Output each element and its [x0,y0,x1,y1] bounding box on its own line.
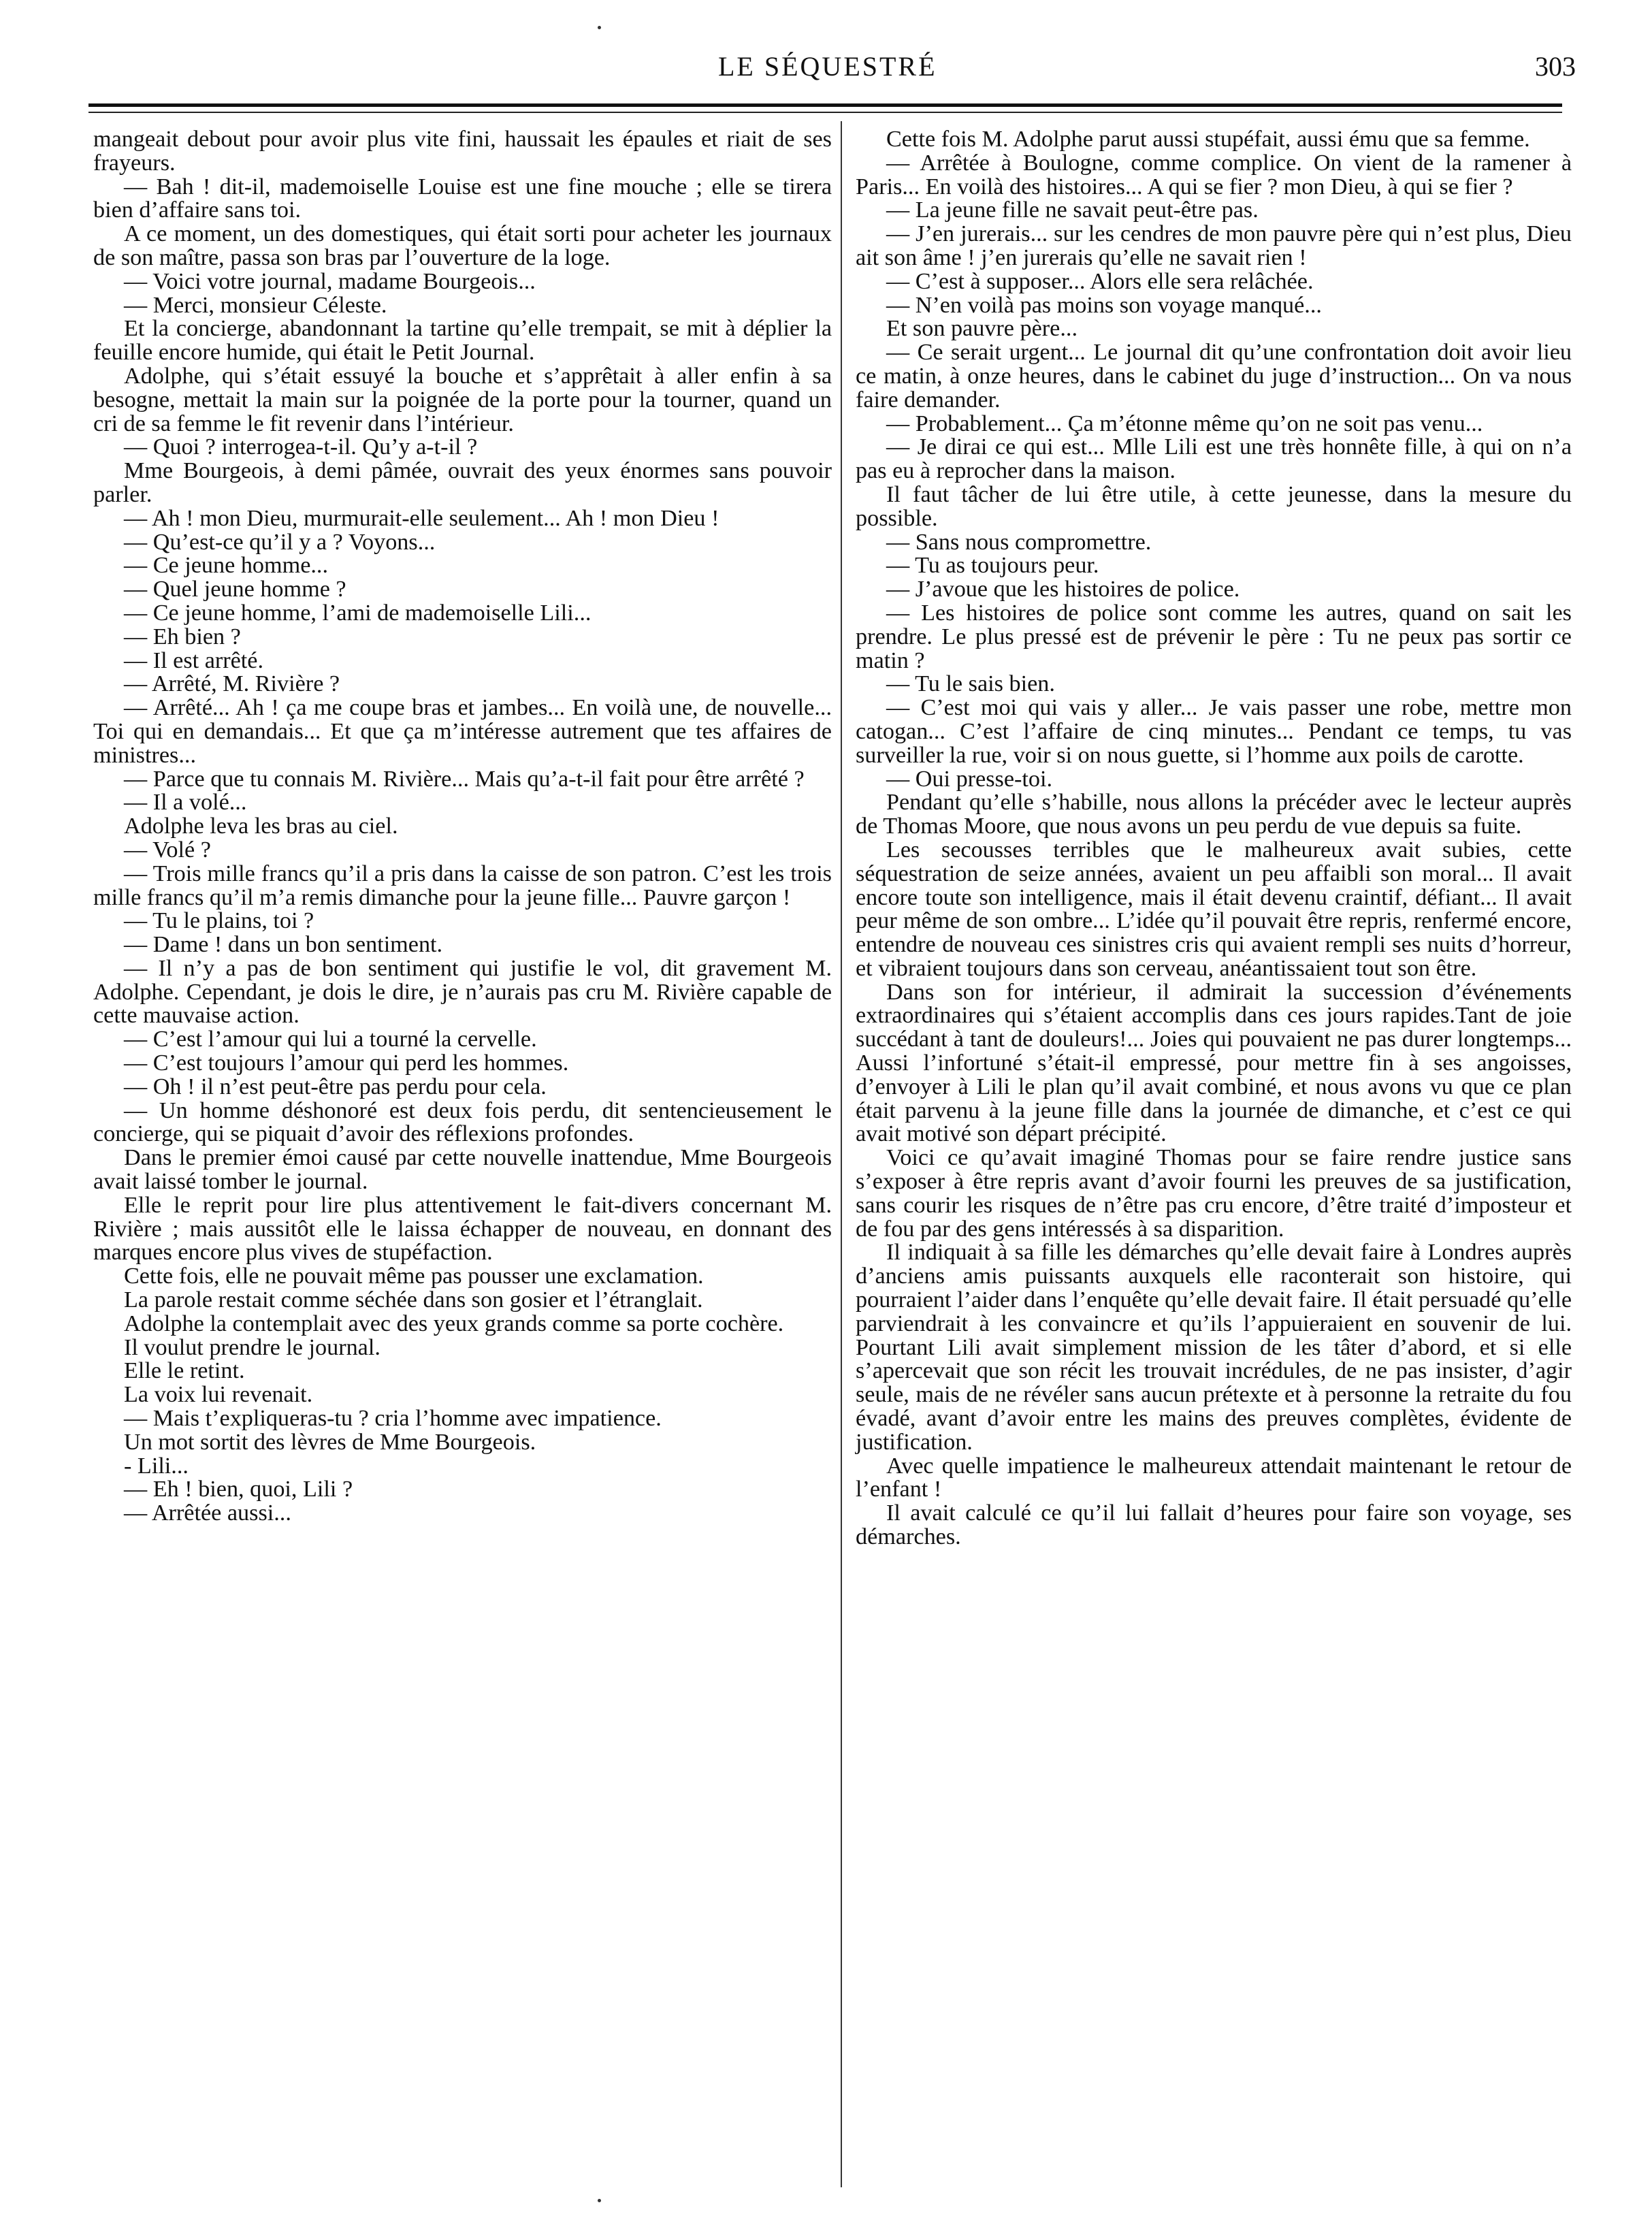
paragraph: — Probablement... Ça m’étonne même qu’on ne soit pas venu... [886,411,1483,436]
column-divider [841,121,842,2187]
right-column [856,128,1572,1549]
paragraph: Elle le retint. [124,1358,245,1384]
paragraph: — Ce jeune homme, l’ami de mademoiselle Lili... [124,600,592,626]
paragraph: — Trois mille francs qu’il a pris dans la caisse de son patron. C’est les trois mille francs qu’il m’a remis dimanche pour la jeune fille... Pauvre garçon ! [93,860,832,910]
paragraph: — Oui presse-toi. [886,766,1053,792]
paragraph: Il voulut prendre le journal. [124,1334,380,1360]
paragraph: — Sans nous compromettre. [886,529,1152,555]
header-rule-thin [88,112,1562,113]
left-column [93,128,832,1526]
paragraph: Elle le reprit pour lire plus attentivement le fait-divers concernant M. Rivière ; mais aussitôt elle le laissa échapper de nouveau, en donnant des marques encore plus vives de stupéfaction. [93,1192,832,1266]
paragraph: A ce moment, un des domestiques, qui était sorti pour acheter les journaux de son maître, passa son bras par l’ouverture de la loge. [93,221,832,270]
paragraph: — Arrêté... Ah ! ça me coupe bras et jambes... En voilà une, de nouvelle... Toi qui en demandais... Et que ça m’intéresse autrement que tes affaires de ministres... [93,695,832,768]
paragraph: Les secousses terribles que le malheureux avait subies, cette séquestration de seize années, avaient un peu affaibli son moral... Il avait encore toute son intelligence, mais il était devenu craintif, défiant... Il avait peur même de son ombre... L’idée qu’il pouvait être repris, renfermé encore, entendre de nouveau ces sinistres cris qui avaient rempli ses nuits d’horreur, et vibraient toujours dans son cerveau, anéantissaient tout son être. [856,837,1572,981]
paragraph: — La jeune fille ne savait peut-être pas. [886,197,1259,223]
paragraph: — Il est arrêté. [124,647,264,673]
paragraph: Un mot sortit des lèvres de Mme Bourgeois. [124,1429,536,1455]
paragraph: — J’avoue que les histoires de police. [886,577,1240,602]
paragraph: Il faut tâcher de lui être utile, à cette jeunesse, dans la mesure du possible. [856,481,1572,531]
paragraph: — Tu le sais bien. [886,671,1055,697]
paragraph: — C’est à supposer... Alors elle sera relâchée. [886,268,1314,294]
paragraph: — Tu le plains, toi ? [124,908,314,934]
paragraph: La parole restait comme séchée dans son gosier et l’étranglait. [124,1287,703,1313]
paragraph: — Je dirai ce qui est... Mlle Lili est une très honnête fille, à qui on n’a pas eu à reprocher dans la maison. [856,434,1572,484]
paragraph: — Il n’y a pas de bon sentiment qui justifie le vol, dit gravement M. Adolphe. Cependant, je dois le dire, je n’aurais pas cru M. Rivière capable de cette mauvaise action. [93,955,832,1029]
paragraph: — Ah ! mon Dieu, murmurait-elle seulement... Ah ! mon Dieu ! [124,505,719,531]
paragraph: Pendant qu’elle s’habille, nous allons la précéder avec le lecteur auprès de Thomas Moore, que nous avons un peu perdu de vue depuis sa fuite. [856,790,1572,839]
paragraph: — Quoi ? interrogea-t-il. Qu’y a-t-il ? [124,434,478,460]
paragraph: — Tu as toujours peur. [886,553,1099,579]
paragraph: Adolphe leva les bras au ciel. [124,814,398,839]
paragraph: — C’est moi qui vais y aller... Je vais passer une robe, mettre mon catogan... C’est l’affaire de cinq minutes... Pendant ce temps, tu vas surveiller la rue, voir si on nous guette, si l’homme aux poils de carotte. [856,695,1572,768]
paragraph: Il avait calculé ce qu’il lui fallait d’heures pour faire son voyage, ses démarches. [856,1500,1572,1550]
paragraph: Cette fois, elle ne pouvait même pas pousser une exclamation. [124,1264,704,1289]
paragraph: — C’est toujours l’amour qui perd les hommes. [124,1050,569,1076]
paragraph: mangeait debout pour avoir plus vite fini, haussait les épaules et riait de ses frayeurs. [93,127,832,176]
paragraph: Avec quelle impatience le malheureux attendait maintenant le retour de l’enfant ! [856,1453,1572,1502]
paragraph: — Ce serait urgent... Le journal dit qu’une confrontation doit avoir lieu ce matin, à onze heures, dans le cabinet du juge d’instruction... On va nous faire demander. [856,340,1572,413]
paragraph: Et la concierge, abandonnant la tartine qu’elle trempait, se mit à déplier la feuille encore humide, qui était le Petit Journal. [93,316,832,366]
paragraph: — Merci, monsieur Céleste. [124,292,387,318]
paragraph: Adolphe, qui s’était essuyé la bouche et s’apprêtait à aller enfin à sa besogne, mettait la main sur la poignée de la porte pour la tourner, quand un cri de sa femme le fit revenir dans l’intérieur. [93,363,832,436]
paragraph: - Lili... [124,1453,189,1479]
paragraph: — Bah ! dit-il, mademoiselle Louise est une fine mouche ; elle se tirera bien d’affaire sans toi. [93,174,832,223]
paragraph: Dans son for intérieur, il admirait la succession d’événements extraordinaires qui s’étaient accomplis dans ces jours rapides.Tant de joie succédant à tant de douleurs!... Joies qui pouvaient ne pas durer longtemps... Aussi l’infortuné s’était-il empressé, pour mettre fin à ses angoisses, d’envoyer à Lili le plan qu’il avait combiné, et nous avons vu que ce plan était parvenu à la jeune fille dans la journée de dimanche, et c’est ce qui avait motivé son départ précipité. [856,979,1572,1147]
paragraph: — Quel jeune homme ? [124,577,346,602]
paragraph: — Eh ! bien, quoi, Lili ? [124,1477,353,1502]
print-speck [598,2199,601,2202]
paragraph: — Ce jeune homme... [124,553,329,579]
paragraph: — Eh bien ? [124,624,241,649]
paragraph: Dans le premier émoi causé par cette nouvelle inattendue, Mme Bourgeois avait laissé tomber le journal. [93,1145,832,1195]
paragraph: — Oh ! il n’est peut-être pas perdu pour cela. [124,1074,547,1099]
print-speck [598,26,601,29]
paragraph: — Un homme déshonoré est deux fois perdu, dit sentencieusement le concierge, qui se piquait d’avoir des réflexions profondes. [93,1097,832,1147]
paragraph: — Les histoires de police sont comme les autres, quand on sait les prendre. Le plus pressé est de prévenir le père : Tu ne peux pas sortir ce matin ? [856,600,1572,673]
paragraph: — Dame ! dans un bon sentiment. [124,932,443,958]
paragraph: Mme Bourgeois, à demi pâmée, ouvrait des yeux énormes sans pouvoir parler. [93,458,832,507]
paragraph: Il indiquait à sa fille les démarches qu’elle devait faire à Londres auprès d’anciens amis puissants auxquels elle raconterait son histoire, qui pourraient l’aider dans l’enquête qu’elle devait faire. Il était persuadé qu’elle parviendrait à les convaincre et qu’ils l’appuieraient en souvenir de lui. Pourtant Lili avait simplement mission de les tâter d’abord, et si elle s’apercevait que son récit les trouvait incrédules, de ne pas insister, d’agir seule, mais de ne révéler sans aucun prétexte et à personne la retraite du fou évadé, avant d’avoir entre les mains des preuves complètes, évidente de justification. [856,1240,1572,1455]
paragraph: La voix lui revenait. [124,1382,313,1408]
paragraph: Voici ce qu’avait imaginé Thomas pour se faire rendre justice sans s’exposer à être repris avant d’avoir fourni les preuves de sa justification, sans courir les risques de n’être pas cru encore, d’être traité d’imposteur et de fou par des gens intéressés à sa disparition. [856,1145,1572,1242]
paragraph: Cette fois M. Adolphe parut aussi stupéfait, aussi ému que sa femme. [886,127,1530,152]
paragraph: — N’en voilà pas moins son voyage manqué... [886,292,1322,318]
paragraph: — Volé ? [124,837,211,863]
paragraph: — Arrêté, M. Rivière ? [124,671,340,697]
paragraph: Et son pauvre père... [886,316,1078,342]
paragraph: — C’est l’amour qui lui a tourné la cervelle. [124,1027,537,1052]
paragraph: — Qu’est-ce qu’il y a ? Voyons... [124,529,436,555]
paragraph: — Arrêtée à Boulogne, comme complice. On vient de la ramener à Paris... En voilà des histoires... A qui se fier ? mon Dieu, à qui se fier ? [856,150,1572,199]
paragraph: — Voici votre journal, madame Bourgeois... [124,268,536,294]
running-title: LE SÉQUESTRÉ [718,51,937,82]
paragraph: — Il a volé... [124,790,247,816]
paragraph: — J’en jurerais... sur les cendres de mon pauvre père qui n’est plus, Dieu ait son âme ! j’en jurerais qu’elle ne savait rien ! [856,221,1572,270]
paragraph: — Mais t’expliqueras-tu ? cria l’homme avec impatience. [124,1406,662,1432]
paragraph: Adolphe la contemplait avec des yeux grands comme sa porte cochère. [124,1310,784,1336]
page-number: 303 [1535,51,1576,82]
header-rule [88,103,1562,107]
paragraph: — Arrêtée aussi... [124,1500,291,1526]
paragraph: — Parce que tu connais M. Rivière... Mais qu’a-t-il fait pour être arrêté ? [124,766,805,792]
